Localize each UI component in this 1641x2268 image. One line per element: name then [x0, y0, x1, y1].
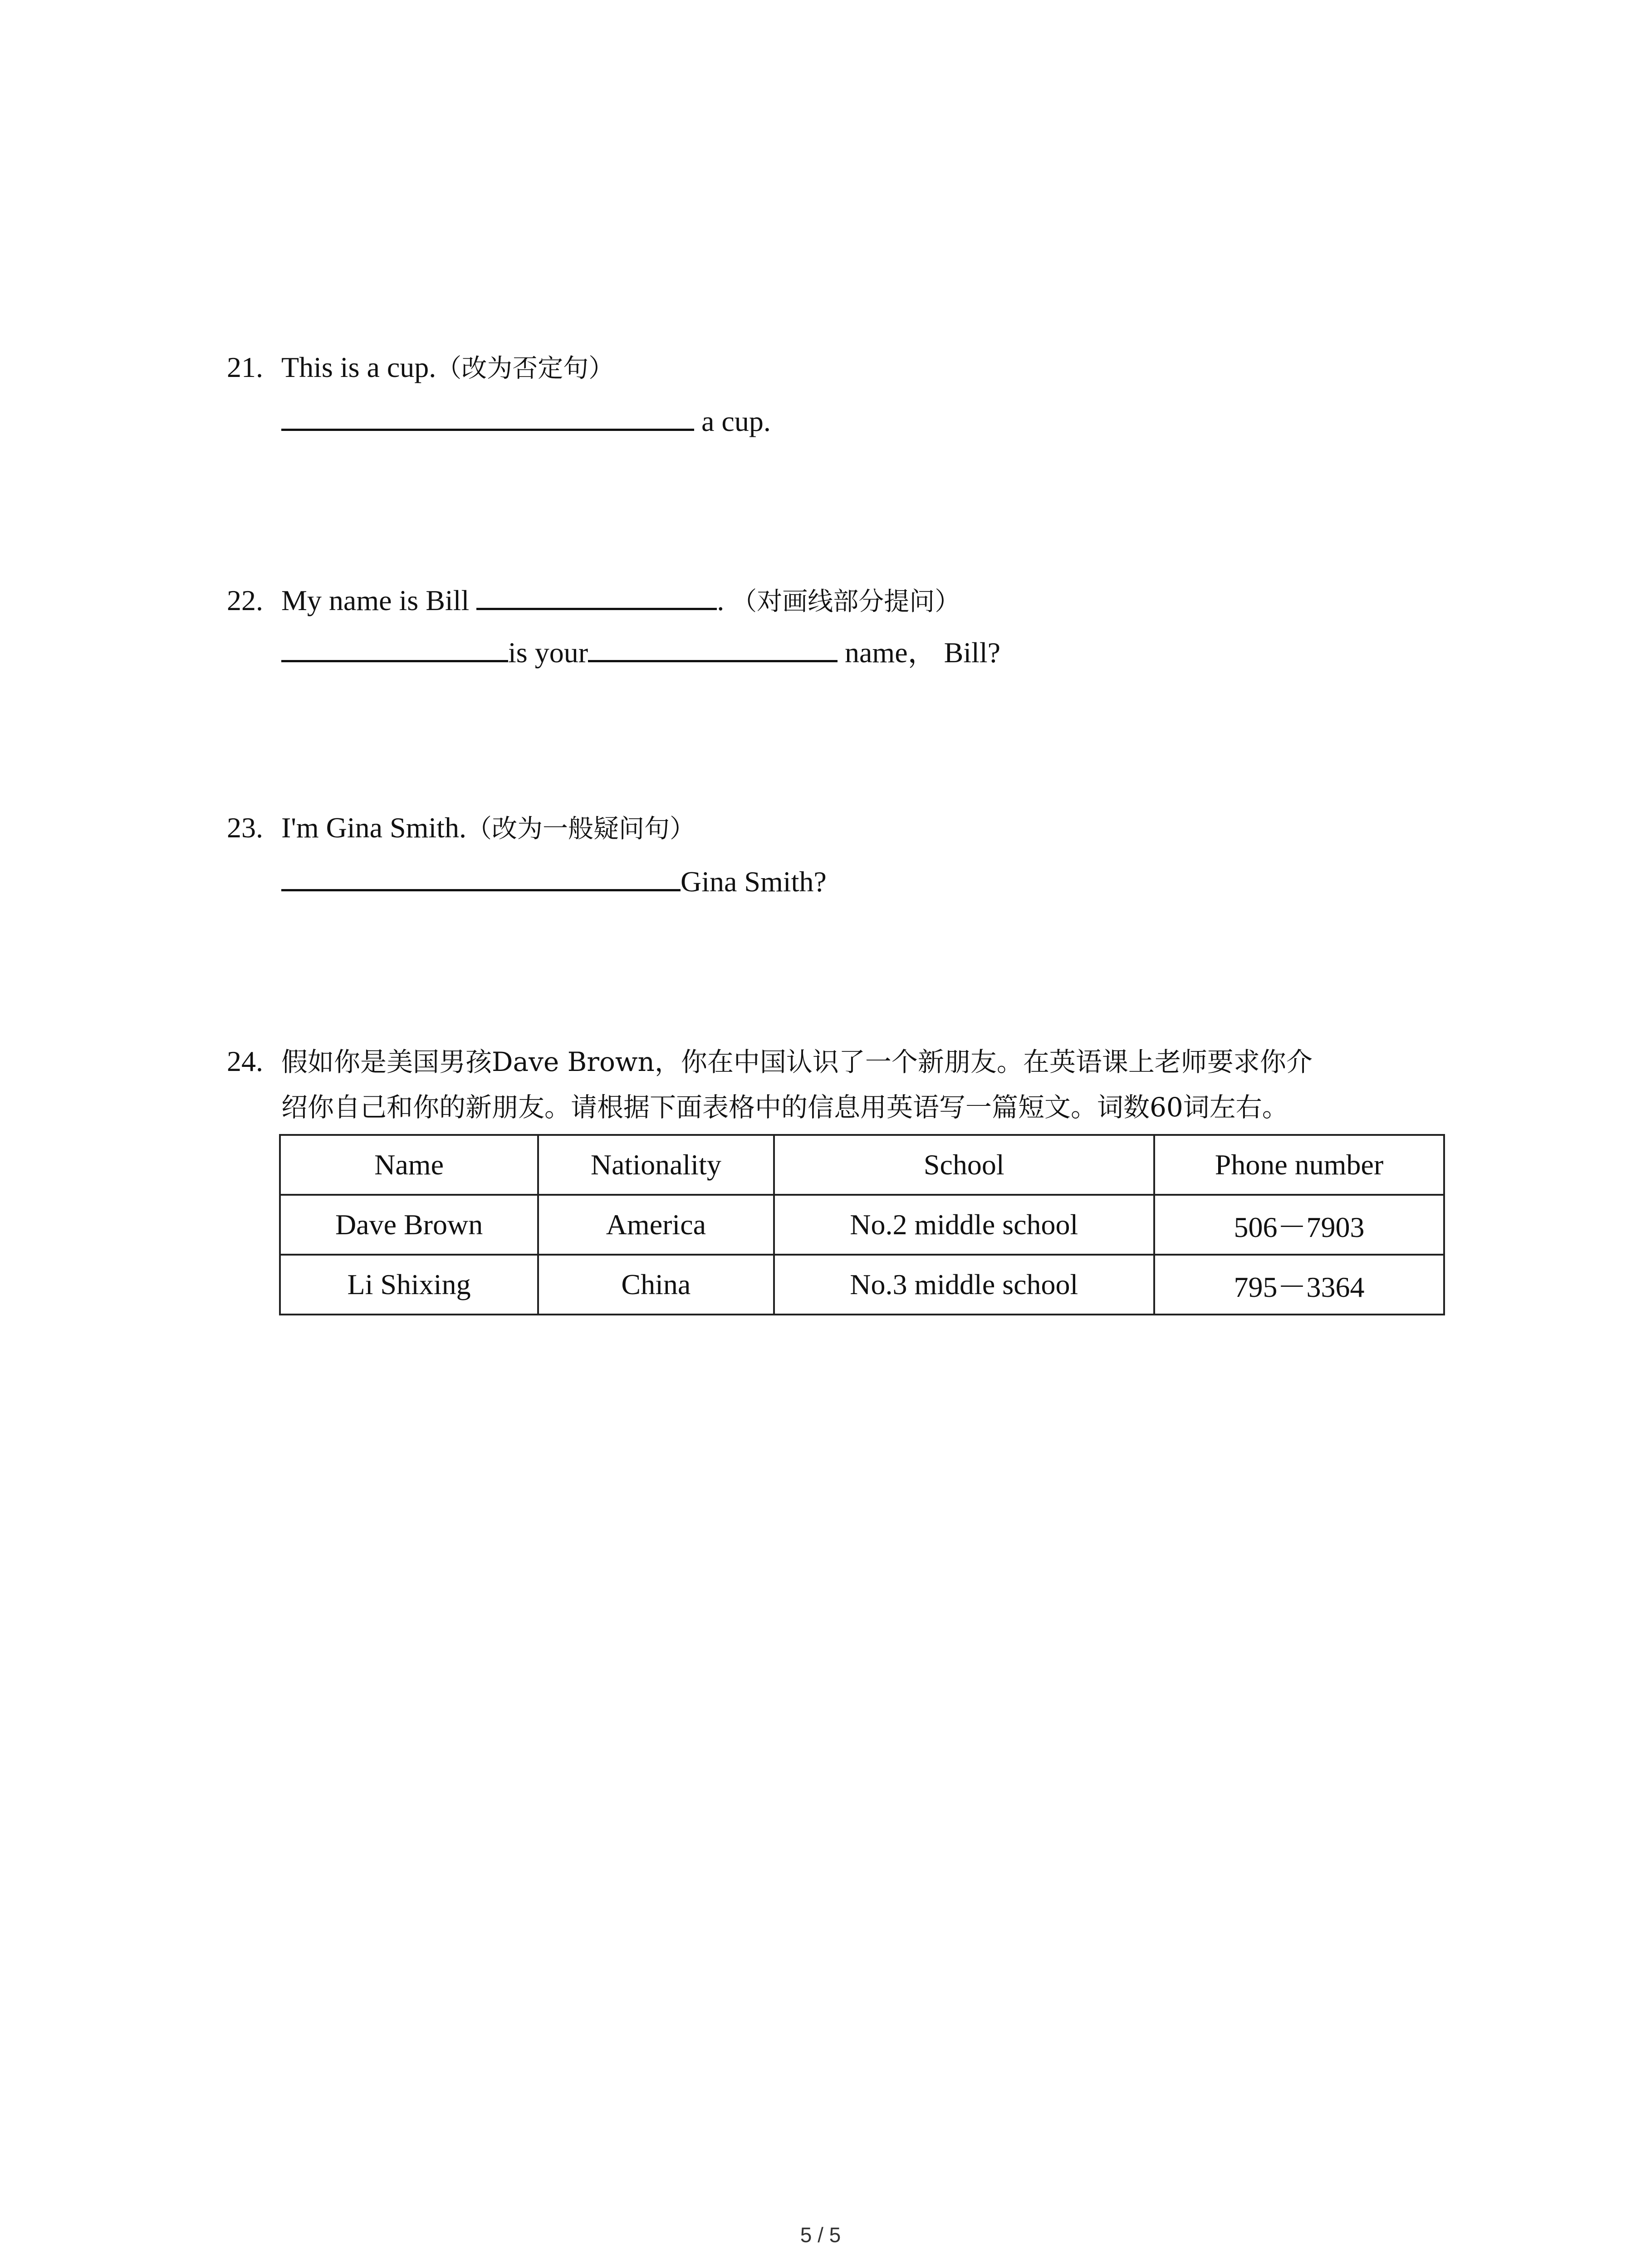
q23-prompt-line — [227, 810, 695, 847]
q21-number: 21. — [227, 351, 263, 383]
q22-answer-mid: is your — [508, 636, 588, 669]
q21-answer-line — [281, 401, 771, 440]
table-header-cell: School — [774, 1135, 1154, 1195]
page-number: 5 / 5 — [800, 2223, 841, 2247]
q23-answer-blank[interactable] — [281, 862, 681, 891]
q22-prompt-line — [227, 581, 960, 620]
table-row — [280, 1255, 1444, 1315]
q21-prompt: This is a cup. — [281, 351, 436, 383]
q23-answer-line — [281, 862, 827, 900]
q21-prompt-line — [227, 349, 614, 387]
table-cell: Dave Brown — [280, 1195, 538, 1255]
table-cell: No.2 middle school — [774, 1195, 1154, 1255]
table-row — [280, 1195, 1444, 1255]
q22-number: 22. — [227, 584, 263, 616]
q23-prompt: I'm Gina Smith. — [281, 811, 466, 844]
table-cell: No.3 middle school — [774, 1255, 1154, 1315]
q22-instruction: （对画线部分提问） — [731, 587, 960, 616]
table-cell: 506－7903 — [1154, 1195, 1444, 1255]
q24-paragraph — [227, 1039, 1452, 1130]
q22-answer-line — [281, 633, 1000, 671]
q24-number: 24. — [227, 1045, 263, 1077]
q21-answer-blank[interactable] — [281, 401, 694, 431]
q22-answer-end: name， Bill? — [845, 636, 1001, 669]
q24-line-2: 绍你自己和你的新朋友。请根据下面表格中的信息用英语写一篇短文。词数60词左右。 — [281, 1092, 1288, 1123]
table-header-cell: Name — [280, 1135, 538, 1195]
q23-answer-suffix: Gina Smith? — [681, 865, 827, 898]
info-table — [279, 1134, 1445, 1315]
q22-answer-blank-2[interactable] — [588, 633, 838, 662]
table-cell: America — [538, 1195, 774, 1255]
q22-underlined-word-blank — [476, 581, 717, 610]
q24-line-1: 假如你是美国男孩Dave Brown，你在中国认识了一个新朋友。在英语课上老师要求你介 — [281, 1046, 1313, 1077]
q22-answer-blank-1[interactable] — [281, 633, 508, 662]
table-header-cell: Phone number — [1154, 1135, 1444, 1195]
q21-answer-suffix: a cup. — [701, 405, 771, 437]
q22-prompt: My name is Bill — [281, 584, 470, 616]
q23-instruction: （改为一般疑问句） — [466, 814, 695, 844]
q23-number: 23. — [227, 811, 263, 844]
table-header-row — [280, 1135, 1444, 1195]
table-cell: China — [538, 1255, 774, 1315]
q21-instruction: （改为否定句） — [436, 354, 614, 383]
table-cell: 795－3364 — [1154, 1255, 1444, 1315]
table-cell: Li Shixing — [280, 1255, 538, 1315]
table-header-cell: Nationality — [538, 1135, 774, 1195]
q22-prompt-end: . — [717, 584, 725, 616]
